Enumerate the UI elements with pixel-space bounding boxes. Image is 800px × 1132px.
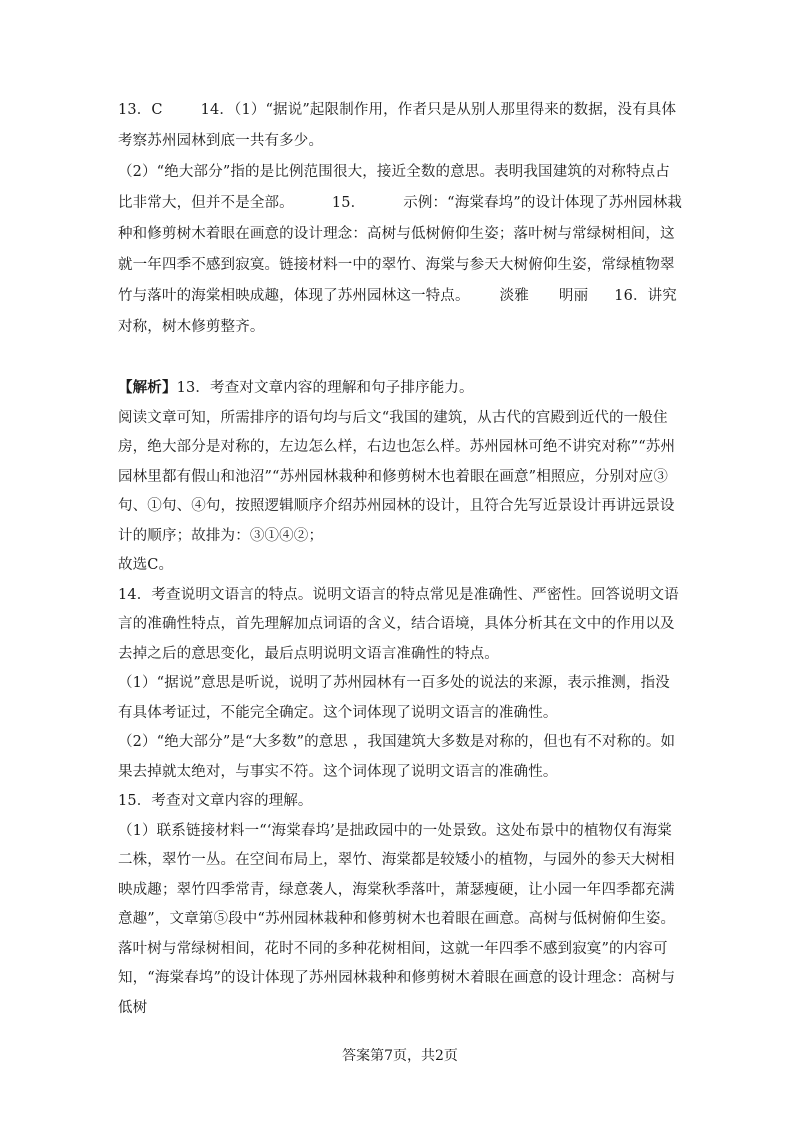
analysis-q14-part2: （2）“绝大部分”是“大多数”的意思 ，我国建筑大多数是对称的，但也有不对称的。如果去掉就太绝对，与事实不符。这个词体现了说明文语言的准确性。 — [118, 734, 676, 780]
answer-14-part2: （2）“绝大部分”指的是比例范围很大，接近全数的意思。表明我国建筑的对称特点占比非常大，但并不是全部。 15． 示例：“海棠春坞”的设计体现了苏州园林栽种和修剪树木着眼在画意的设计理念：高树与低树俯仰生姿；落叶树与常绿树相间，这就一年四季不感到寂寞。链接材料一中的翠竹、海棠与参天大树俯仰生姿，常绿植物翠竹与落叶的海棠相映成趣，体现了苏州园林这一特点。 淡雅 明丽 16．讲究对称，树木修剪整齐。 — [118, 164, 683, 335]
answer-blank-1: 淡雅 — [499, 288, 529, 304]
analysis-q15-intro: 15．考查对文章内容的理解。 — [118, 793, 313, 809]
answer-15-num: 15． — [331, 195, 366, 211]
analysis-q15-body: （1）联系链接材料一“‘海棠春坞’是拙政园中的一处景致。这处布景中的植物仅有海棠二株，翠竹一丛。在空间布局上，翠竹、海棠都是较矮小的植物，与园外的参天大树相映成趣；翠竹四季常青，绿意袭人，海棠秋季落叶，萧瑟瘦硬，让小园一年四季都充满意趣”，文章第⑤段中“苏州园林栽种和修剪树木也着眼在画意。高树与低树俯仰生姿。落叶树与常绿树相间，花时不同的多种花树相间，这就一年四季不感到寂寞”的内容可知，“海棠春坞”的设计体现了苏州园林栽种和修剪树木着眼在画意的设计理念：高树与低树 — [118, 822, 676, 1016]
answer-16: 16．讲究对称，树木修剪整齐。 — [118, 288, 677, 335]
answer-14-part1: 14．（1）“据说”起限制作用，作者只是从别人那里得来的数据，没有具体考察苏州园林到底一共有多少。 — [118, 102, 677, 149]
analysis-q14-part1: （1）“据说”意思是听说，说明了苏州园林有一百多处的说法的来源，表示推测，指没有具体考证过，不能完全确定。这个词体现了说明文语言的准确性。 — [118, 675, 670, 721]
answer-13-14 — [118, 95, 684, 157]
analysis-block — [118, 373, 684, 1023]
page-footer: 答案第7页，共2页 — [342, 1048, 458, 1064]
answer-13: 13．C — [118, 102, 163, 118]
answer-15-text: 示例：“海棠春坞”的设计体现了苏州园林栽种和修剪树木着眼在画意的设计理念：高树与低树俯仰生姿；落叶树与常绿树相间，这就一年四季不感到寂寞。链接材料一中的翠竹、海棠与参天大树俯仰生姿，常绿植物翠竹与落叶的海棠相映成趣，体现了苏州园林这一特点。 — [118, 195, 683, 304]
analysis-q13-body: 阅读文章可知，所需排序的语句均与后文“我国的建筑，从古代的宫殿到近代的一般住房，绝大部分是对称的，左边怎么样，右边也怎么样。苏州园林可绝不讲究对称”“苏州园林里都有假山和池沼”“苏州园林栽种和修剪树木也着眼在画意”相照应，分别对应③句、①句、④句，按照逻辑顺序介绍苏州园林的设计，且符合先写近景设计再讲远景设计的顺序；故排为：③①④②； — [118, 409, 676, 544]
analysis-heading: 【解析】 — [118, 379, 177, 396]
answer-block — [118, 95, 684, 343]
analysis-q13-intro: 【解析】13．考查对文章内容的理解和句子排序能力。 — [118, 379, 474, 396]
analysis-q14-intro: 14．考查说明文语言的特点。说明文语言的特点常见是准确性、严密性。回答说明文语言的准确性特点，首先理解加点词语的含义，结合语境，具体分析其在文中的作用以及去掉之后的意思变化，最后点明说明文语言准确性的特点。 — [118, 586, 679, 662]
answer-blank-2: 明丽 — [558, 288, 589, 304]
analysis-q13-choice: 故选C。 — [118, 557, 174, 573]
answer-content — [118, 95, 684, 1023]
